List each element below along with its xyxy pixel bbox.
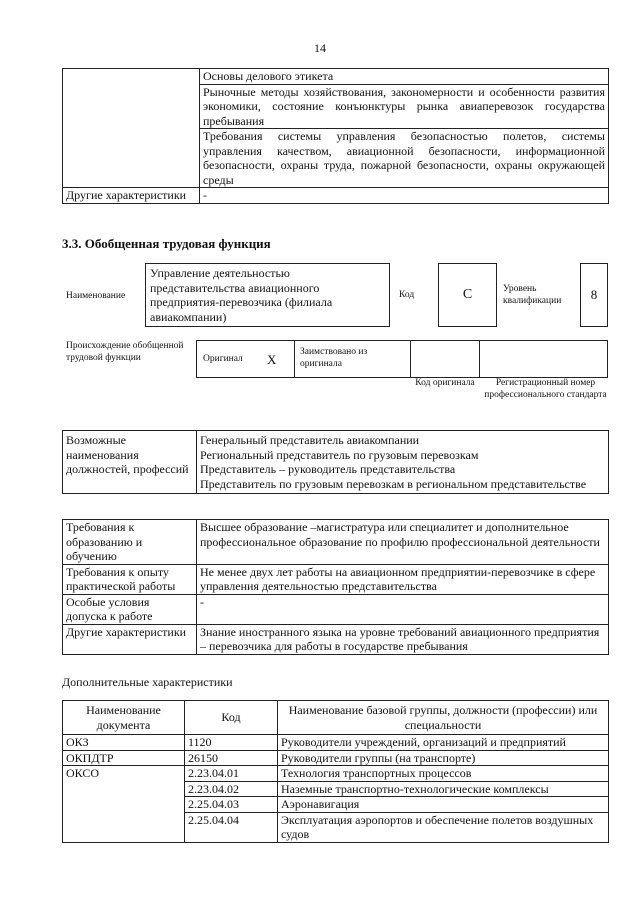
top-table-row: Основы делового этикета — [200, 69, 609, 85]
header-code: Код — [185, 701, 278, 735]
name-cell: Руководители учреждений, организаций и предприятий — [278, 735, 609, 751]
code-label: Код — [399, 290, 415, 300]
requirement-label: Требования к опыту практической работы — [63, 564, 197, 594]
page-number: 14 — [314, 41, 326, 55]
code-cell: 2.23.04.02 — [185, 781, 278, 797]
level-label: Уровень квалификации — [503, 284, 562, 306]
positions-list — [197, 431, 609, 494]
code-cell: 2.25.04.03 — [185, 797, 278, 813]
position-item: Генеральный представитель авиакомпании — [200, 433, 420, 447]
origin-box — [196, 340, 608, 378]
name-cell: Эксплуатация аэропортов и обеспечение полетов воздушных судов — [278, 812, 609, 842]
name-label: Наименование — [66, 291, 126, 301]
top-table-left-cell — [63, 69, 200, 85]
requirement-value: Высшее образование –магистратура или специалитет и дополнительное профессиональное образование по профилю профессиональной деятельности — [197, 520, 609, 565]
code-value-box — [438, 263, 497, 327]
top-table — [62, 68, 609, 204]
position-item: Представитель – руководитель представительства — [200, 462, 456, 476]
additional-table — [62, 700, 609, 843]
doc-cell: ОКЗ — [63, 735, 185, 751]
code-cell: 26150 — [185, 750, 278, 766]
requirement-value: Знание иностранного языка на уровне требований авиационного предприятия – перевозчика для работы в государстве пребывания — [197, 624, 609, 654]
registration-number-caption: Регистрационный номер профессионального стандарта — [484, 378, 607, 400]
original-label: Оригинал — [203, 354, 243, 364]
name-value-box — [145, 263, 390, 327]
name-cell: Аэронавигация — [278, 797, 609, 813]
top-table-row: Требования системы управления безопасностью полетов, системы управления качеством, авиационной безопасности, информационной безопасности, охраны труда, пожарной безопасности, охраны окружающей среды — [200, 129, 609, 188]
other-characteristics-label: Другие характеристики — [63, 188, 200, 204]
origin-label: Происхождение обобщенной трудовой функции — [66, 341, 184, 363]
name-cell: Руководители группы (на транспорте) — [278, 750, 609, 766]
header-document: Наименование документа — [63, 701, 185, 735]
section-heading: 3.3. Обобщенная трудовая функция — [62, 236, 271, 251]
origin-divider — [410, 341, 411, 377]
code-value: C — [462, 287, 473, 302]
doc-cell: ОКСО — [63, 766, 185, 782]
code-cell: 2.23.04.01 — [185, 766, 278, 782]
name-cell: Технология транспортных процессов — [278, 766, 609, 782]
positions-label: Возможные наименования должностей, профессий — [63, 431, 197, 494]
requirement-label: Требования к образованию и обучению — [63, 520, 197, 565]
requirement-label: Особые условия допуска к работе — [63, 594, 197, 624]
origin-divider — [479, 341, 480, 377]
name-value: Управление деятельностью представительства авиационного предприятия-перевозчика (филиала авиакомпании) — [150, 266, 333, 324]
level-value: 8 — [590, 287, 598, 302]
requirement-label: Другие характеристики — [63, 624, 197, 654]
name-cell: Наземные транспортно-технологические комплексы — [278, 781, 609, 797]
position-item: Региональный представитель по грузовым перевозкам — [200, 447, 479, 462]
requirement-value: Не менее двух лет работы на авиационном предприятии-перевозчике в сфере управления деятельностью представительства — [197, 564, 609, 594]
additional-heading: Дополнительные характеристики — [62, 675, 233, 689]
top-table-row: Рыночные методы хозяйствования, закономерности и особенности развития экономики, состояние конъюнктуры рынка авиаперевозок государства пребывания — [200, 84, 609, 129]
doc-cell: ОКПДТР — [63, 750, 185, 766]
code-cell: 2.25.04.04 — [185, 812, 278, 842]
requirements-table — [62, 519, 609, 655]
code-cell: 1120 — [185, 735, 278, 751]
header-name: Наименование базовой группы, должности (профессии) или специальности — [278, 701, 609, 735]
other-characteristics-value: - — [200, 188, 609, 204]
positions-table — [62, 430, 609, 494]
requirement-value: - — [197, 594, 609, 624]
origin-divider — [294, 341, 295, 377]
borrowed-label: Заимствовано из оригинала — [300, 347, 368, 369]
position-item: Представитель по грузовым перевозкам в региональном представительстве — [200, 476, 587, 491]
original-code-caption: Код оригинала — [415, 378, 475, 388]
level-value-box — [580, 263, 608, 327]
original-mark: X — [267, 352, 277, 367]
